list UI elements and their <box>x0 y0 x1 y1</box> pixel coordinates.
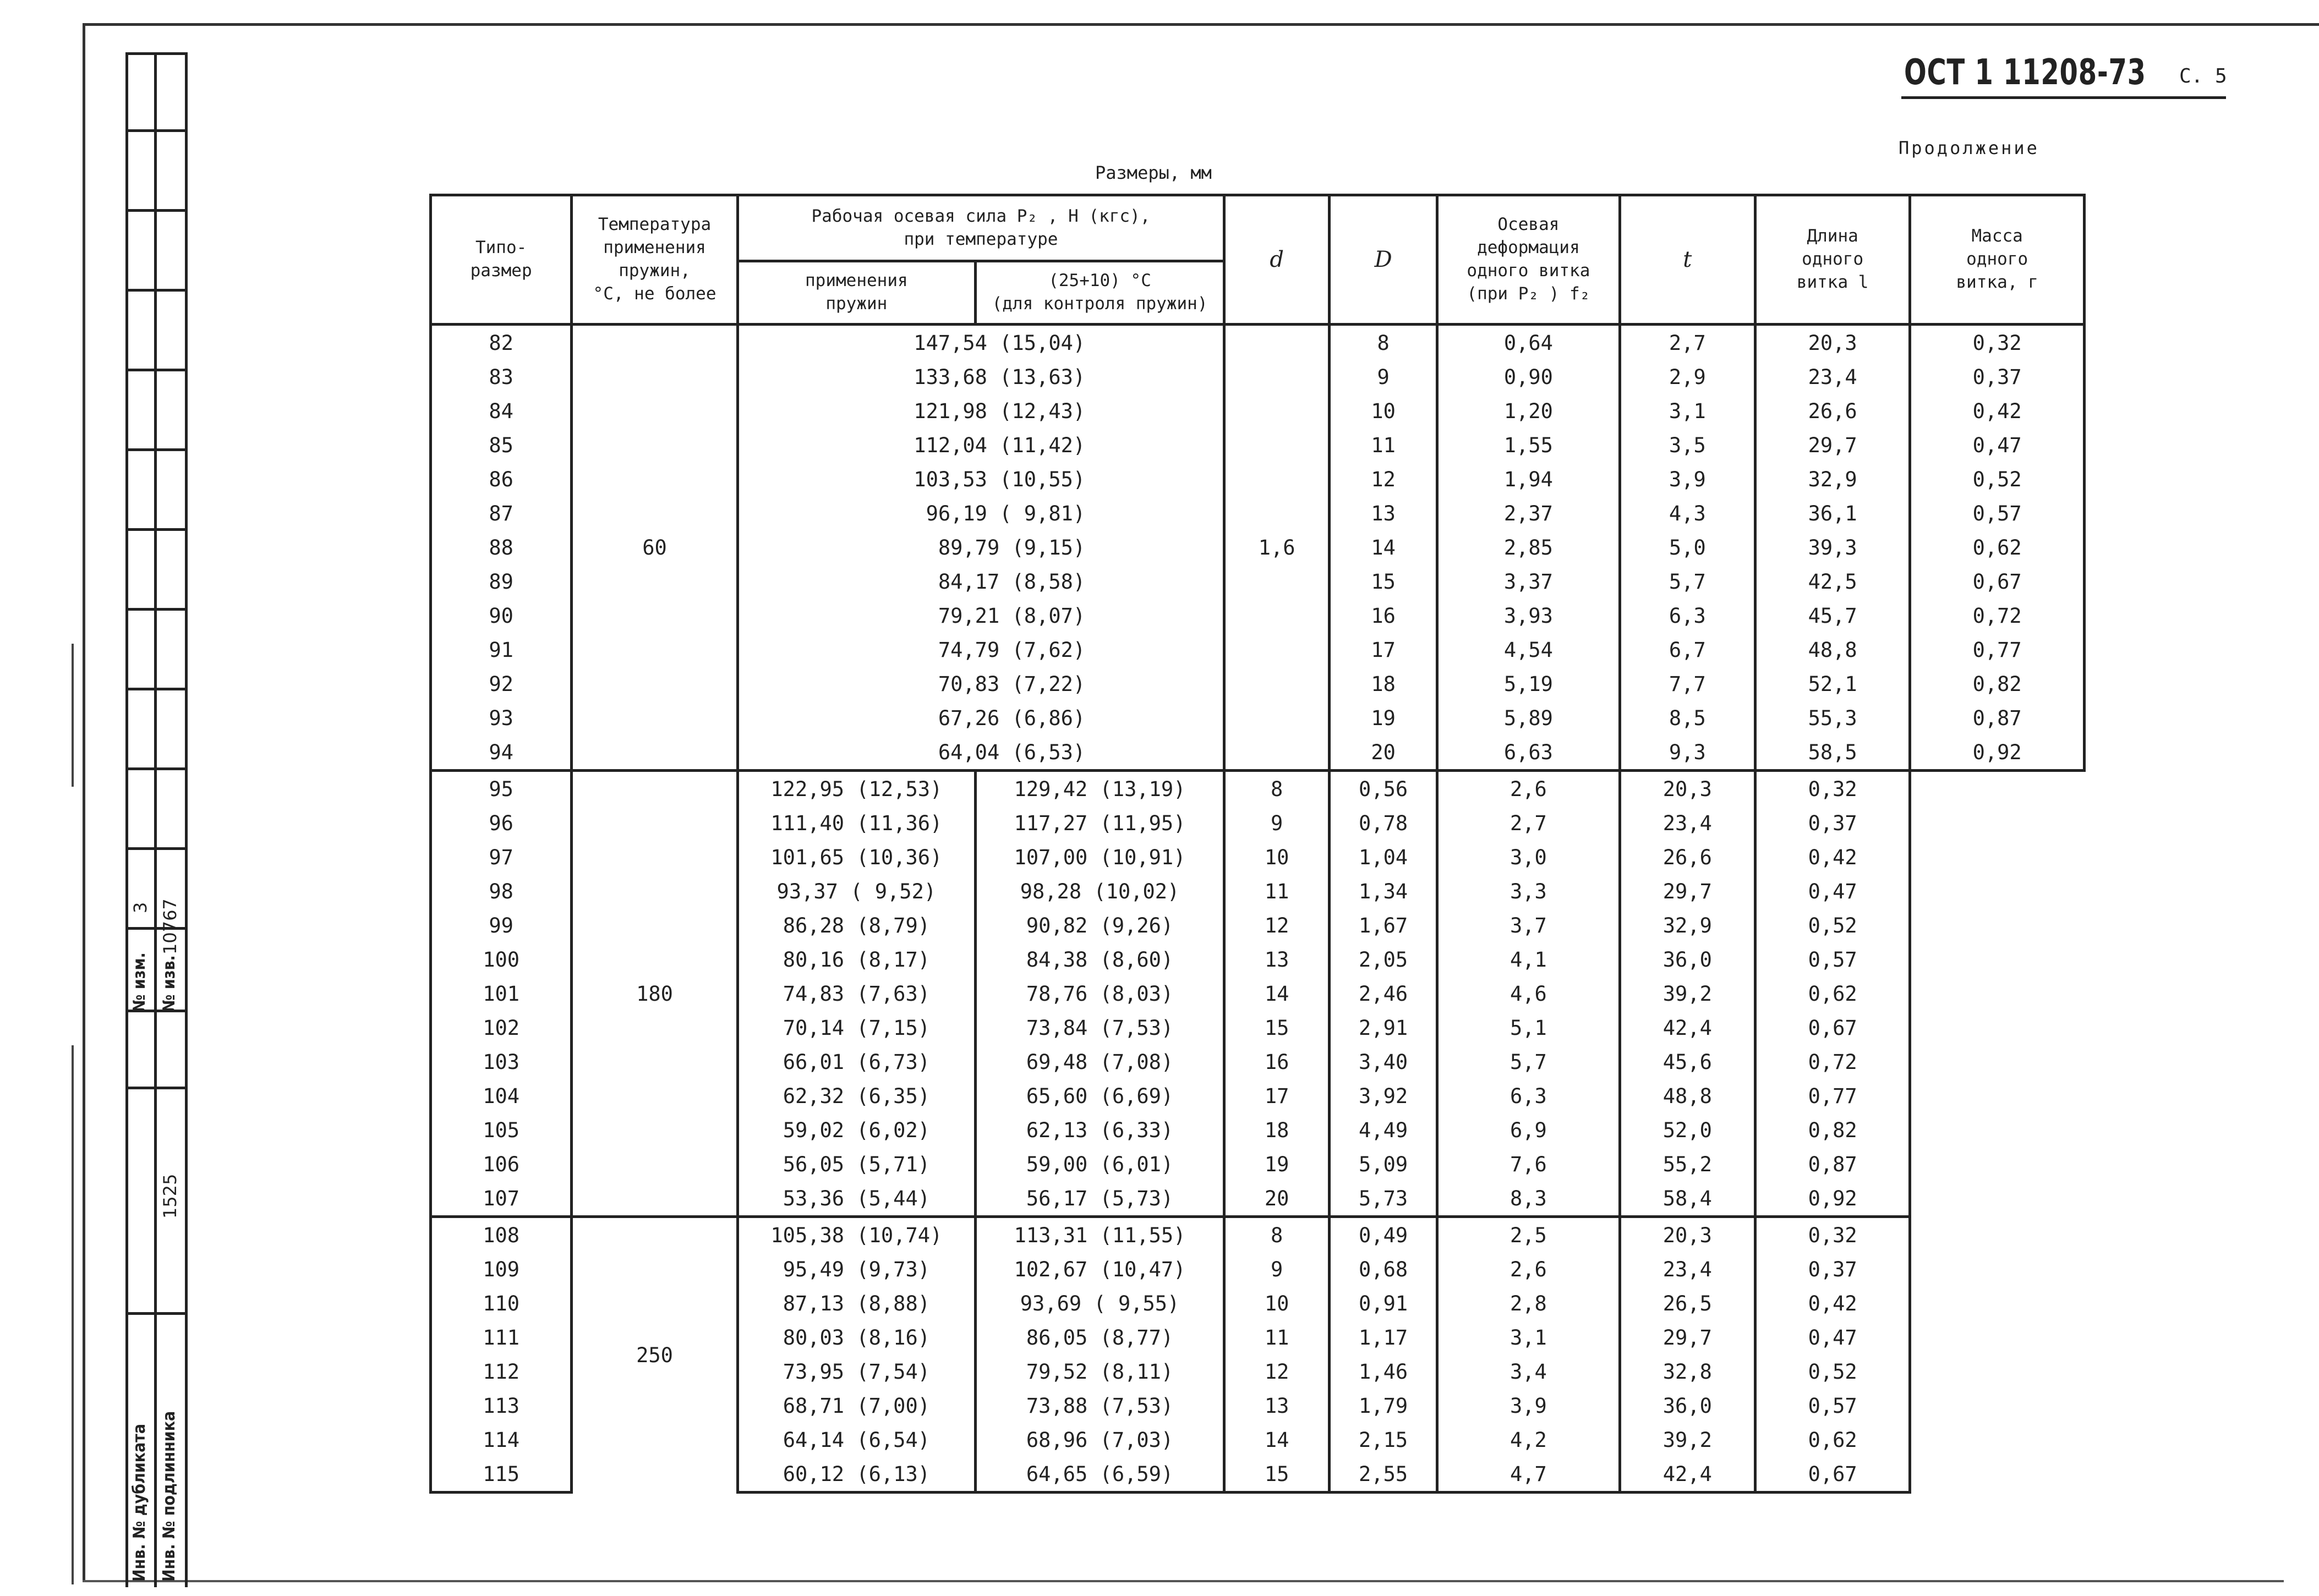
cell-coil-mass: 0,67 <box>1755 1457 1910 1493</box>
cell-coil-mass: 0,62 <box>1910 530 2085 564</box>
col-header-force-control: (25+10) °С (для контроля пружин) <box>975 261 1224 325</box>
cell-coil-length: 48,8 <box>1620 1079 1755 1113</box>
cell-size: 105 <box>431 1113 572 1147</box>
cell-force: 67,26 (6,86) <box>737 701 1224 735</box>
document-code-underline <box>1901 96 2226 99</box>
cell-force: 89,79 (9,15) <box>737 530 1224 564</box>
cell-coil-mass: 0,52 <box>1910 462 2085 496</box>
cell-outer-diameter: 10 <box>1330 394 1437 428</box>
cell-pitch: 3,3 <box>1437 874 1620 908</box>
cell-coil-mass: 0,82 <box>1910 667 2085 701</box>
cell-coil-length: 29,7 <box>1620 874 1755 908</box>
col-header-size: Типо- размер <box>431 195 572 325</box>
cell-deformation: 5,19 <box>1437 667 1620 701</box>
cell-coil-mass: 0,87 <box>1755 1147 1910 1181</box>
cell-coil-mass: 0,72 <box>1755 1045 1910 1079</box>
cell-coil-length: 58,5 <box>1755 735 1910 771</box>
cell-pitch: 5,7 <box>1620 564 1755 599</box>
cell-coil-mass: 0,47 <box>1910 428 2085 462</box>
cell-force-application: 66,01 (6,73) <box>737 1045 975 1079</box>
cell-force-control: 90,82 (9,26) <box>975 908 1224 942</box>
cell-coil-length: 32,9 <box>1620 908 1755 942</box>
cell-size: 108 <box>431 1217 572 1253</box>
cell-coil-mass: 0,57 <box>1910 496 2085 530</box>
cell-force-application: 53,36 (5,44) <box>737 1181 975 1217</box>
cell-pitch: 3,9 <box>1437 1389 1620 1423</box>
cell-size: 86 <box>431 462 572 496</box>
cell-size: 101 <box>431 977 572 1011</box>
cell-pitch: 2,5 <box>1437 1217 1620 1253</box>
page-number: С. 5 <box>2179 65 2227 87</box>
cell-pitch: 6,7 <box>1620 633 1755 667</box>
cell-coil-length: 29,7 <box>1755 428 1910 462</box>
cell-size: 82 <box>431 325 572 360</box>
cell-size: 91 <box>431 633 572 667</box>
cell-deformation: 2,85 <box>1437 530 1620 564</box>
cell-pitch: 3,9 <box>1620 462 1755 496</box>
cell-pitch: 2,6 <box>1437 771 1620 807</box>
orig-inv-label: Инв. № подлинника <box>160 1411 179 1582</box>
cell-coil-mass: 0,57 <box>1755 1389 1910 1423</box>
cell-force: 112,04 (11,42) <box>737 428 1224 462</box>
cell-force: 70,83 (7,22) <box>737 667 1224 701</box>
cell-deformation: 1,94 <box>1437 462 1620 496</box>
cell-size: 102 <box>431 1011 572 1045</box>
document-code: ОСТ 1 11208-73 <box>1904 52 2146 93</box>
page-frame-bottom <box>83 1580 2284 1582</box>
cell-size: 115 <box>431 1457 572 1493</box>
cell-deformation: 2,91 <box>1330 1011 1437 1045</box>
cell-coil-length: 42,4 <box>1620 1457 1755 1493</box>
cell-deformation: 2,15 <box>1330 1423 1437 1457</box>
cell-force-control: 68,96 (7,03) <box>975 1423 1224 1457</box>
cell-force-application: 101,65 (10,36) <box>737 840 975 874</box>
cell-deformation: 1,17 <box>1330 1320 1437 1354</box>
cell-deformation: 2,05 <box>1330 942 1437 977</box>
cell-pitch: 2,7 <box>1437 806 1620 840</box>
cell-coil-length: 23,4 <box>1620 1252 1755 1286</box>
cell-outer-diameter: 15 <box>1224 1457 1330 1493</box>
cell-coil-mass: 0,72 <box>1910 599 2085 633</box>
cell-force-control: 69,48 (7,08) <box>975 1045 1224 1079</box>
col-header-deformation: Осевая деформация одного витка (при P₂ ) f₂ <box>1437 195 1620 325</box>
cell-force-control: 117,27 (11,95) <box>975 806 1224 840</box>
cell-force-application: 93,37 ( 9,52) <box>737 874 975 908</box>
cell-force: 147,54 (15,04) <box>737 325 1224 360</box>
spring-data-table <box>429 194 2086 1494</box>
units-label: Размеры, мм <box>1095 162 1212 183</box>
cell-outer-diameter: 10 <box>1224 840 1330 874</box>
cell-coil-mass: 0,47 <box>1755 874 1910 908</box>
cell-deformation: 0,90 <box>1437 360 1620 394</box>
cell-deformation: 1,55 <box>1437 428 1620 462</box>
cell-deformation: 2,46 <box>1330 977 1437 1011</box>
cell-size: 97 <box>431 840 572 874</box>
cell-coil-length: 20,3 <box>1620 771 1755 807</box>
cell-size: 103 <box>431 1045 572 1079</box>
col-header-temperature: Температура применения пружин, °С, не более <box>572 195 738 325</box>
cell-pitch: 6,3 <box>1437 1079 1620 1113</box>
cell-deformation: 5,89 <box>1437 701 1620 735</box>
cell-deformation: 0,68 <box>1330 1252 1437 1286</box>
cell-coil-mass: 0,32 <box>1910 325 2085 360</box>
cell-size: 99 <box>431 908 572 942</box>
cell-coil-length: 42,5 <box>1755 564 1910 599</box>
cell-size: 107 <box>431 1181 572 1217</box>
cell-force-application: 95,49 (9,73) <box>737 1252 975 1286</box>
cell-pitch: 6,3 <box>1620 599 1755 633</box>
cell-coil-length: 32,9 <box>1755 462 1910 496</box>
cell-outer-diameter: 8 <box>1224 1217 1330 1253</box>
group-180 <box>431 771 2085 1217</box>
cell-force-application: 64,14 (6,54) <box>737 1423 975 1457</box>
cell-force-application: 87,13 (8,88) <box>737 1286 975 1320</box>
cell-coil-length: 58,4 <box>1620 1181 1755 1217</box>
cell-force: 64,04 (6,53) <box>737 735 1224 771</box>
cell-pitch: 5,0 <box>1620 530 1755 564</box>
cell-outer-diameter: 17 <box>1330 633 1437 667</box>
dup-inv-label: Инв. № дубликата <box>130 1423 149 1582</box>
page-frame-left <box>83 23 85 1580</box>
cell-size: 89 <box>431 564 572 599</box>
cell-force-application: 59,02 (6,02) <box>737 1113 975 1147</box>
cell-coil-mass: 0,57 <box>1755 942 1910 977</box>
edge-mark <box>72 644 74 787</box>
table-row <box>431 325 2085 360</box>
cell-outer-diameter: 13 <box>1224 1389 1330 1423</box>
cell-deformation: 1,04 <box>1330 840 1437 874</box>
edge-mark <box>72 1045 74 1584</box>
cell-coil-mass: 0,32 <box>1755 771 1910 807</box>
cell-outer-diameter: 14 <box>1330 530 1437 564</box>
cell-pitch: 4,3 <box>1620 496 1755 530</box>
cell-coil-length: 45,6 <box>1620 1045 1755 1079</box>
cell-force-control: 102,67 (10,47) <box>975 1252 1224 1286</box>
cell-deformation: 0,91 <box>1330 1286 1437 1320</box>
cell-coil-length: 52,0 <box>1620 1113 1755 1147</box>
cell-force: 79,21 (8,07) <box>737 599 1224 633</box>
cell-coil-mass: 0,37 <box>1755 1252 1910 1286</box>
continuation-label: Продолжение <box>1899 138 2039 158</box>
cell-outer-diameter: 9 <box>1224 1252 1330 1286</box>
cell-force-control: 93,69 ( 9,55) <box>975 1286 1224 1320</box>
cell-pitch: 3,7 <box>1437 908 1620 942</box>
col-header-length: Длина одного витка l <box>1755 195 1910 325</box>
cell-size: 85 <box>431 428 572 462</box>
cell-force-control: 86,05 (8,77) <box>975 1320 1224 1354</box>
col-header-D: D <box>1330 195 1437 325</box>
cell-force-application: 62,32 (6,35) <box>737 1079 975 1113</box>
cell-outer-diameter: 18 <box>1224 1113 1330 1147</box>
cell-size: 87 <box>431 496 572 530</box>
cell-pitch: 6,9 <box>1437 1113 1620 1147</box>
cell-coil-length: 20,3 <box>1755 325 1910 360</box>
cell-coil-length: 48,8 <box>1755 633 1910 667</box>
cell-outer-diameter: 20 <box>1330 735 1437 771</box>
cell-size: 112 <box>431 1354 572 1389</box>
cell-coil-length: 36,1 <box>1755 496 1910 530</box>
cell-outer-diameter: 8 <box>1330 325 1437 360</box>
cell-temperature: 180 <box>572 771 738 1217</box>
cell-size: 83 <box>431 360 572 394</box>
cell-outer-diameter: 14 <box>1224 977 1330 1011</box>
cell-coil-length: 32,8 <box>1620 1354 1755 1389</box>
cell-coil-mass: 0,77 <box>1755 1079 1910 1113</box>
cell-force-control: 73,84 (7,53) <box>975 1011 1224 1045</box>
cell-outer-diameter: 12 <box>1224 908 1330 942</box>
cell-outer-diameter: 11 <box>1224 874 1330 908</box>
cell-outer-diameter: 12 <box>1224 1354 1330 1389</box>
cell-coil-length: 26,6 <box>1755 394 1910 428</box>
cell-coil-length: 55,3 <box>1755 701 1910 735</box>
cell-deformation: 5,09 <box>1330 1147 1437 1181</box>
cell-outer-diameter: 20 <box>1224 1181 1330 1217</box>
cell-deformation: 0,49 <box>1330 1217 1437 1253</box>
cell-coil-length: 23,4 <box>1755 360 1910 394</box>
cell-force-application: 80,03 (8,16) <box>737 1320 975 1354</box>
cell-coil-mass: 0,62 <box>1755 1423 1910 1457</box>
cell-outer-diameter: 13 <box>1330 496 1437 530</box>
cell-outer-diameter: 17 <box>1224 1079 1330 1113</box>
cell-force-application: 70,14 (7,15) <box>737 1011 975 1045</box>
notice-no-value: 10767 <box>160 898 181 955</box>
cell-coil-mass: 0,42 <box>1755 840 1910 874</box>
cell-coil-length: 52,1 <box>1755 667 1910 701</box>
cell-force-control: 79,52 (8,11) <box>975 1354 1224 1389</box>
change-no-label: № изм. <box>130 952 149 1012</box>
cell-coil-length: 29,7 <box>1620 1320 1755 1354</box>
cell-force: 74,79 (7,62) <box>737 633 1224 667</box>
cell-size: 106 <box>431 1147 572 1181</box>
cell-deformation: 5,73 <box>1330 1181 1437 1217</box>
cell-force-application: 122,95 (12,53) <box>737 771 975 807</box>
page-frame-top <box>83 23 2319 26</box>
table-row <box>431 1217 2085 1253</box>
cell-force: 96,19 ( 9,81) <box>737 496 1224 530</box>
cell-wire-diameter: 1,6 <box>1224 325 1330 771</box>
cell-temperature: 250 <box>572 1217 738 1493</box>
cell-pitch: 9,3 <box>1620 735 1755 771</box>
cell-force-control: 84,38 (8,60) <box>975 942 1224 977</box>
cell-outer-diameter: 16 <box>1330 599 1437 633</box>
cell-outer-diameter: 11 <box>1330 428 1437 462</box>
cell-size: 110 <box>431 1286 572 1320</box>
cell-coil-length: 26,6 <box>1620 840 1755 874</box>
cell-pitch: 8,3 <box>1437 1181 1620 1217</box>
cell-outer-diameter: 9 <box>1224 806 1330 840</box>
cell-coil-length: 26,5 <box>1620 1286 1755 1320</box>
cell-size: 113 <box>431 1389 572 1423</box>
cell-outer-diameter: 8 <box>1224 771 1330 807</box>
cell-coil-length: 36,0 <box>1620 1389 1755 1423</box>
cell-deformation: 0,56 <box>1330 771 1437 807</box>
cell-coil-mass: 0,52 <box>1755 1354 1910 1389</box>
cell-outer-diameter: 15 <box>1224 1011 1330 1045</box>
cell-pitch: 3,5 <box>1620 428 1755 462</box>
cell-deformation: 4,54 <box>1437 633 1620 667</box>
cell-size: 93 <box>431 701 572 735</box>
cell-force-application: 111,40 (11,36) <box>737 806 975 840</box>
cell-coil-mass: 0,92 <box>1755 1181 1910 1217</box>
cell-pitch: 3,1 <box>1620 394 1755 428</box>
cell-deformation: 3,93 <box>1437 599 1620 633</box>
cell-pitch: 4,2 <box>1437 1423 1620 1457</box>
cell-coil-length: 39,3 <box>1755 530 1910 564</box>
cell-force-application: 80,16 (8,17) <box>737 942 975 977</box>
cell-size: 100 <box>431 942 572 977</box>
cell-pitch: 2,6 <box>1437 1252 1620 1286</box>
cell-outer-diameter: 10 <box>1224 1286 1330 1320</box>
cell-coil-mass: 0,82 <box>1755 1113 1910 1147</box>
cell-force-control: 65,60 (6,69) <box>975 1079 1224 1113</box>
cell-outer-diameter: 9 <box>1330 360 1437 394</box>
cell-coil-mass: 0,92 <box>1910 735 2085 771</box>
cell-deformation: 1,46 <box>1330 1354 1437 1389</box>
cell-force-control: 78,76 (8,03) <box>975 977 1224 1011</box>
cell-force-application: 68,71 (7,00) <box>737 1389 975 1423</box>
change-no-value: 3 <box>130 902 151 913</box>
cell-size: 92 <box>431 667 572 701</box>
cell-pitch: 4,1 <box>1437 942 1620 977</box>
cell-deformation: 0,78 <box>1330 806 1437 840</box>
cell-coil-length: 23,4 <box>1620 806 1755 840</box>
cell-deformation: 1,34 <box>1330 874 1437 908</box>
cell-size: 96 <box>431 806 572 840</box>
cell-coil-mass: 0,47 <box>1755 1320 1910 1354</box>
cell-coil-mass: 0,67 <box>1910 564 2085 599</box>
cell-force-application: 86,28 (8,79) <box>737 908 975 942</box>
col-header-force-application: применения пружин <box>737 261 975 325</box>
cell-force-application: 105,38 (10,74) <box>737 1217 975 1253</box>
cell-coil-mass: 0,32 <box>1755 1217 1910 1253</box>
cell-pitch: 8,5 <box>1620 701 1755 735</box>
cell-outer-diameter: 18 <box>1330 667 1437 701</box>
cell-force-control: 98,28 (10,02) <box>975 874 1224 908</box>
cell-force-control: 56,17 (5,73) <box>975 1181 1224 1217</box>
cell-deformation: 3,37 <box>1437 564 1620 599</box>
cell-pitch: 5,7 <box>1437 1045 1620 1079</box>
cell-deformation: 4,49 <box>1330 1113 1437 1147</box>
cell-size: 94 <box>431 735 572 771</box>
stamp-strip <box>125 52 186 1587</box>
cell-size: 109 <box>431 1252 572 1286</box>
stamp-number: 1525 <box>160 1173 181 1219</box>
cell-force: 133,68 (13,63) <box>737 360 1224 394</box>
cell-force-application: 74,83 (7,63) <box>737 977 975 1011</box>
group-250 <box>431 1217 2085 1493</box>
cell-outer-diameter: 14 <box>1224 1423 1330 1457</box>
cell-pitch: 2,8 <box>1437 1286 1620 1320</box>
cell-pitch: 4,6 <box>1437 977 1620 1011</box>
cell-coil-length: 39,2 <box>1620 1423 1755 1457</box>
notice-no-label: № изв. <box>160 955 179 1012</box>
cell-force-control: 73,88 (7,53) <box>975 1389 1224 1423</box>
cell-deformation: 2,37 <box>1437 496 1620 530</box>
cell-coil-mass: 0,37 <box>1910 360 2085 394</box>
cell-coil-length: 36,0 <box>1620 942 1755 977</box>
cell-outer-diameter: 13 <box>1224 942 1330 977</box>
cell-pitch: 3,1 <box>1437 1320 1620 1354</box>
cell-deformation: 0,64 <box>1437 325 1620 360</box>
cell-deformation: 3,92 <box>1330 1079 1437 1113</box>
cell-force-application: 60,12 (6,13) <box>737 1457 975 1493</box>
cell-coil-mass: 0,77 <box>1910 633 2085 667</box>
cell-pitch: 5,1 <box>1437 1011 1620 1045</box>
cell-outer-diameter: 11 <box>1224 1320 1330 1354</box>
cell-coil-mass: 0,67 <box>1755 1011 1910 1045</box>
cell-force-control: 129,42 (13,19) <box>975 771 1224 807</box>
cell-coil-length: 55,2 <box>1620 1147 1755 1181</box>
col-header-d: d <box>1224 195 1330 325</box>
cell-coil-mass: 0,52 <box>1755 908 1910 942</box>
cell-coil-length: 20,3 <box>1620 1217 1755 1253</box>
cell-size: 88 <box>431 530 572 564</box>
cell-deformation: 1,20 <box>1437 394 1620 428</box>
cell-deformation: 6,63 <box>1437 735 1620 771</box>
cell-size: 84 <box>431 394 572 428</box>
table-row <box>431 771 2085 807</box>
cell-force: 121,98 (12,43) <box>737 394 1224 428</box>
cell-pitch: 4,7 <box>1437 1457 1620 1493</box>
cell-force-application: 56,05 (5,71) <box>737 1147 975 1181</box>
col-header-mass: Масса одного витка, г <box>1910 195 2085 325</box>
cell-coil-length: 39,2 <box>1620 977 1755 1011</box>
cell-coil-mass: 0,87 <box>1910 701 2085 735</box>
cell-deformation: 2,55 <box>1330 1457 1437 1493</box>
cell-temperature: 60 <box>572 325 738 771</box>
cell-outer-diameter: 12 <box>1330 462 1437 496</box>
cell-pitch: 3,0 <box>1437 840 1620 874</box>
cell-coil-mass: 0,37 <box>1755 806 1910 840</box>
cell-size: 95 <box>431 771 572 807</box>
cell-size: 111 <box>431 1320 572 1354</box>
cell-outer-diameter: 16 <box>1224 1045 1330 1079</box>
cell-force-control: 113,31 (11,55) <box>975 1217 1224 1253</box>
cell-pitch: 3,4 <box>1437 1354 1620 1389</box>
cell-outer-diameter: 19 <box>1224 1147 1330 1181</box>
cell-pitch: 7,7 <box>1620 667 1755 701</box>
cell-deformation: 3,40 <box>1330 1045 1437 1079</box>
cell-pitch: 7,6 <box>1437 1147 1620 1181</box>
cell-deformation: 1,79 <box>1330 1389 1437 1423</box>
cell-deformation: 1,67 <box>1330 908 1437 942</box>
cell-force: 84,17 (8,58) <box>737 564 1224 599</box>
cell-outer-diameter: 15 <box>1330 564 1437 599</box>
cell-coil-mass: 0,42 <box>1910 394 2085 428</box>
col-header-force: Рабочая осевая сила P₂ , Н (кгс), при температуре <box>737 195 1224 261</box>
cell-force-control: 59,00 (6,01) <box>975 1147 1224 1181</box>
cell-force-control: 107,00 (10,91) <box>975 840 1224 874</box>
cell-force-control: 62,13 (6,33) <box>975 1113 1224 1147</box>
cell-pitch: 2,7 <box>1620 325 1755 360</box>
cell-pitch: 2,9 <box>1620 360 1755 394</box>
cell-coil-length: 45,7 <box>1755 599 1910 633</box>
cell-outer-diameter: 19 <box>1330 701 1437 735</box>
cell-force-control: 64,65 (6,59) <box>975 1457 1224 1493</box>
group-60 <box>431 325 2085 771</box>
cell-size: 90 <box>431 599 572 633</box>
cell-force-application: 73,95 (7,54) <box>737 1354 975 1389</box>
cell-coil-length: 42,4 <box>1620 1011 1755 1045</box>
col-header-t: t <box>1620 195 1755 325</box>
cell-size: 104 <box>431 1079 572 1113</box>
cell-size: 98 <box>431 874 572 908</box>
cell-size: 114 <box>431 1423 572 1457</box>
cell-force: 103,53 (10,55) <box>737 462 1224 496</box>
cell-coil-mass: 0,42 <box>1755 1286 1910 1320</box>
cell-coil-mass: 0,62 <box>1755 977 1910 1011</box>
